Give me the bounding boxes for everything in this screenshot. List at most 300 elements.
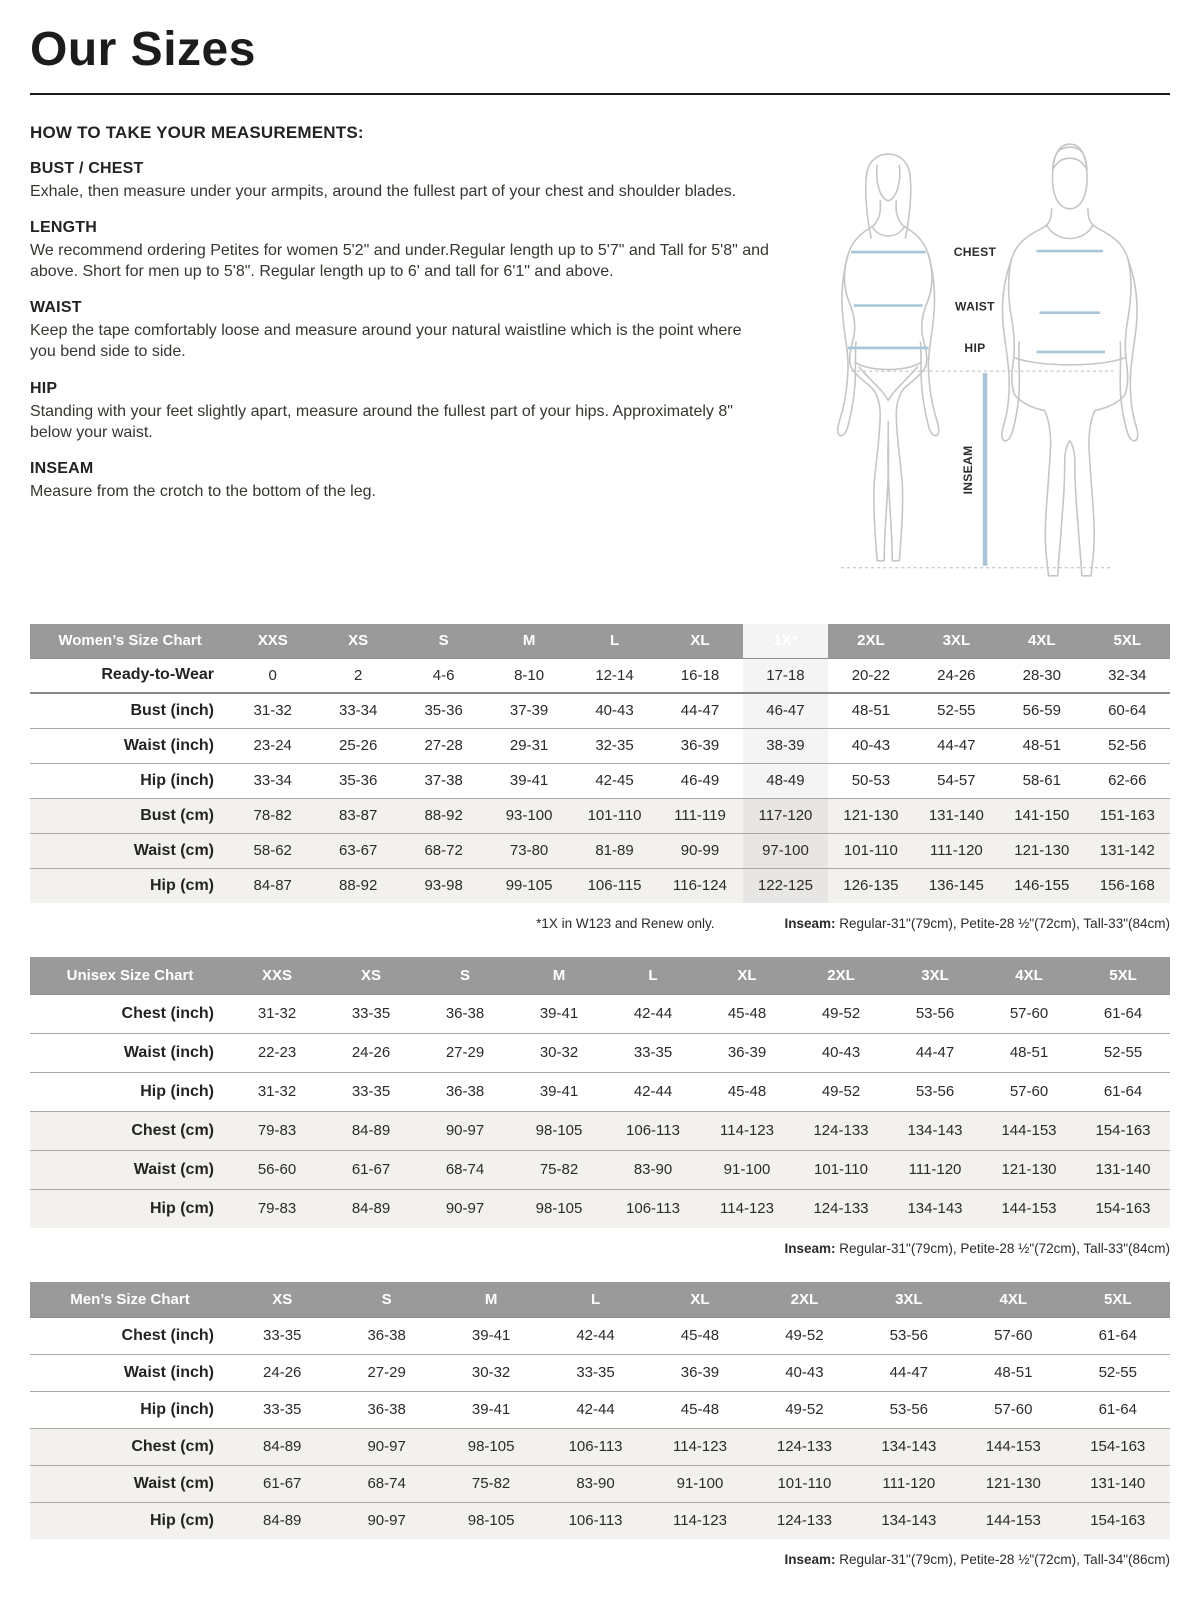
- size-cell: 79-83: [257, 1200, 297, 1218]
- size-cell: 40-43: [785, 1364, 824, 1381]
- table-header-row: [30, 957, 1170, 994]
- row-label: Hip (cm): [150, 876, 214, 894]
- size-cell: 56-59: [1022, 702, 1061, 720]
- male-figure: [1001, 144, 1137, 576]
- column-header-xs: XS: [230, 1282, 334, 1317]
- size-cell: 90-99: [680, 842, 720, 859]
- size-cell: 23-24: [253, 737, 292, 754]
- size-cell: 101-110: [587, 807, 642, 824]
- size-cell: 53-56: [889, 1327, 929, 1344]
- table-row: [30, 728, 1170, 763]
- unisex-inseam-footnote: [784, 1241, 1170, 1256]
- size-cell: 25-26: [338, 737, 378, 754]
- size-cell: 44-47: [937, 737, 976, 754]
- size-cell: 106-115: [587, 877, 642, 895]
- column-header-m: M: [512, 957, 606, 994]
- column-header-3xl: 3XL: [914, 624, 999, 658]
- size-cell: 61-64: [1098, 1401, 1137, 1418]
- size-cell: 40-43: [821, 1044, 861, 1061]
- title-divider: [30, 93, 1170, 95]
- size-cell: 36-39: [680, 737, 720, 754]
- size-cell: 4-6: [432, 666, 455, 684]
- size-cell: 49-52: [821, 1083, 861, 1100]
- table-row: [30, 763, 1170, 798]
- size-cell: 32-35: [595, 737, 634, 754]
- size-cell: 91-100: [723, 1161, 771, 1178]
- size-cell: 37-39: [509, 702, 549, 720]
- row-label: Waist (cm): [133, 1160, 214, 1178]
- row-label: Chest (cm): [131, 1437, 214, 1455]
- size-cell: 90-97: [367, 1438, 406, 1455]
- size-cell: 46-47: [743, 693, 828, 728]
- inseam-footnote-label: Inseam:: [784, 916, 836, 931]
- size-cell: 88-92: [338, 877, 378, 895]
- size-cell: 154-163: [1095, 1122, 1151, 1139]
- unisex-table-footnotes: [30, 1241, 1170, 1256]
- size-cell: 39-41: [471, 1327, 511, 1344]
- size-cell: 144-153: [985, 1438, 1041, 1455]
- size-cell: 73-80: [509, 842, 549, 859]
- table-header-row: [30, 1282, 1170, 1317]
- size-cell: 134-143: [907, 1122, 963, 1139]
- column-header-l: L: [606, 957, 700, 994]
- table-row: [30, 1428, 1170, 1465]
- table-row: [30, 1111, 1170, 1150]
- section-title-waist: WAIST: [30, 299, 82, 317]
- size-cell: 52-55: [1103, 1044, 1143, 1061]
- size-cell: 27-29: [445, 1044, 485, 1061]
- size-cell: 121-130: [843, 807, 899, 824]
- mens-inseam-footnote: [784, 1552, 1170, 1567]
- size-cell: 156-168: [1099, 877, 1155, 895]
- row-label: Waist (inch): [123, 736, 214, 754]
- size-cell: 27-28: [424, 737, 463, 754]
- size-cell: 36-38: [445, 1083, 485, 1100]
- column-header-2xl: 2XL: [794, 957, 888, 994]
- size-cell: 121-130: [1014, 842, 1070, 859]
- table-row: [30, 798, 1170, 833]
- inseam-footnote-label: Inseam:: [784, 1552, 836, 1567]
- size-cell: 134-143: [881, 1512, 937, 1530]
- size-cell: 114-123: [720, 1122, 774, 1139]
- size-cell: 124-133: [776, 1512, 832, 1530]
- column-header-s: S: [401, 624, 486, 658]
- table-row: [30, 833, 1170, 868]
- size-cell: 58-61: [1022, 772, 1061, 789]
- size-cell: 78-82: [253, 807, 292, 824]
- column-header-l: L: [572, 624, 657, 658]
- table-row: [30, 1033, 1170, 1072]
- size-cell: 98-105: [535, 1122, 583, 1139]
- size-cell: 48-51: [994, 1364, 1033, 1381]
- unisex-size-chart-table: [30, 957, 1170, 1228]
- size-cell: 90-97: [445, 1200, 485, 1218]
- column-header-xs: XS: [315, 624, 400, 658]
- size-cell: 56-60: [257, 1161, 297, 1178]
- size-cell: 33-35: [633, 1044, 673, 1061]
- size-cell: 75-82: [539, 1161, 579, 1178]
- size-cell: 116-124: [673, 877, 727, 895]
- size-cell: 68-72: [424, 842, 463, 859]
- size-cell: 39-41: [539, 1083, 579, 1100]
- size-cell: 42-44: [633, 1083, 673, 1100]
- table-row: [30, 994, 1170, 1033]
- size-cell: 121-130: [985, 1475, 1041, 1492]
- row-label: Bust (cm): [140, 806, 214, 824]
- size-cell: 61-67: [351, 1161, 391, 1178]
- size-cell: 33-35: [263, 1401, 302, 1418]
- inseam-footnote-text: Regular-31"(79cm), Petite-28 ½"(72cm), Tall-34"(86cm): [835, 1552, 1170, 1567]
- size-cell: 42-44: [576, 1327, 615, 1344]
- womens-table-footnotes: [30, 916, 1170, 931]
- row-label: Waist (cm): [133, 1474, 214, 1492]
- size-cell: 54-57: [937, 772, 976, 789]
- size-cell: 33-34: [338, 702, 378, 720]
- size-cell: 114-123: [673, 1438, 727, 1455]
- size-cell: 83-87: [338, 807, 378, 824]
- size-cell: 29-31: [509, 737, 549, 754]
- size-cell: 31-32: [257, 1083, 297, 1100]
- size-cell: 114-123: [673, 1512, 727, 1530]
- womens-1x-footnote: *1X in W123 and Renew only.: [536, 916, 715, 931]
- size-cell: 52-55: [937, 702, 976, 720]
- column-header-3xl: 3XL: [857, 1282, 961, 1317]
- size-cell: 49-52: [785, 1401, 824, 1418]
- size-cell: 28-30: [1022, 666, 1061, 684]
- size-cell: 30-32: [539, 1044, 579, 1061]
- size-cell: 106-113: [626, 1200, 680, 1218]
- size-cell: 8-10: [514, 666, 545, 684]
- size-cell: 90-97: [367, 1512, 406, 1530]
- size-cell: 36-38: [367, 1327, 406, 1344]
- size-cell: 49-52: [821, 1005, 861, 1022]
- size-cell: 111-120: [882, 1475, 936, 1492]
- column-header-xs: XS: [324, 957, 418, 994]
- mens-size-chart-table: [30, 1282, 1170, 1539]
- size-cell: 141-150: [1014, 807, 1070, 824]
- inseam-label: INSEAM: [960, 445, 975, 495]
- column-header-xxs: XXS: [230, 957, 324, 994]
- table-row: [30, 1317, 1170, 1354]
- size-cell: 81-89: [595, 842, 634, 859]
- table-row: [30, 1072, 1170, 1111]
- instructions-column: [30, 117, 771, 598]
- size-cell: 154-163: [1090, 1438, 1146, 1455]
- column-header-4xl: 4XL: [982, 957, 1076, 994]
- size-cell: 88-92: [424, 807, 463, 824]
- size-cell: 36-38: [367, 1401, 406, 1418]
- size-cell: 27-29: [367, 1364, 406, 1381]
- size-cell: 151-163: [1099, 807, 1155, 824]
- size-cell: 134-143: [907, 1200, 963, 1218]
- size-cell: 61-64: [1103, 1005, 1143, 1022]
- size-cell: 36-39: [680, 1364, 720, 1381]
- size-cell: 101-110: [777, 1475, 832, 1492]
- size-cell: 36-38: [445, 1005, 485, 1022]
- size-cell: 24-26: [937, 666, 976, 684]
- womens-size-chart-table: [30, 624, 1170, 903]
- section-title-bust-chest: BUST / CHEST: [30, 160, 144, 177]
- size-cell: 58-62: [253, 842, 292, 859]
- size-cell: 98-105: [467, 1512, 515, 1530]
- size-cell: 57-60: [1009, 1083, 1049, 1100]
- size-cell: 75-82: [471, 1475, 511, 1492]
- size-cell: 53-56: [889, 1401, 929, 1418]
- size-cell: 84-89: [351, 1200, 391, 1218]
- column-header-s: S: [418, 957, 512, 994]
- row-label: Waist (inch): [123, 1043, 214, 1061]
- size-cell: 136-145: [928, 877, 984, 895]
- size-cell: 68-74: [367, 1475, 406, 1492]
- size-cell: 144-153: [1001, 1200, 1057, 1218]
- size-cell: 40-43: [595, 702, 634, 720]
- size-cell: 30-32: [471, 1364, 511, 1381]
- column-header-xxs: XXS: [230, 624, 315, 658]
- size-cell: 144-153: [1001, 1122, 1057, 1139]
- size-cell: 60-64: [1108, 702, 1147, 720]
- row-label: Chest (inch): [121, 1004, 214, 1022]
- table-row: [30, 1150, 1170, 1189]
- size-cell: 124-133: [776, 1438, 832, 1455]
- size-cell: 111-120: [908, 1161, 962, 1178]
- size-cell: 131-140: [928, 807, 984, 824]
- size-cell: 117-120: [743, 798, 828, 833]
- size-cell: 45-48: [680, 1327, 720, 1344]
- size-cell: 46-49: [680, 772, 720, 789]
- size-cell: 49-52: [785, 1327, 824, 1344]
- size-cell: 39-41: [471, 1401, 511, 1418]
- size-cell: 45-48: [727, 1083, 767, 1100]
- size-cell: 84-89: [263, 1512, 302, 1530]
- size-cell: 31-32: [257, 1005, 297, 1022]
- table-row: [30, 1502, 1170, 1539]
- column-header-5xl: 5XL: [1076, 957, 1170, 994]
- size-cell: 32-34: [1108, 666, 1147, 684]
- row-label: Hip (inch): [140, 1082, 214, 1100]
- size-cell: 38-39: [743, 728, 828, 763]
- table-title: Women’s Size Chart: [30, 624, 230, 658]
- size-cell: 44-47: [915, 1044, 955, 1061]
- size-cell: 93-100: [505, 807, 553, 824]
- column-header-xl: XL: [657, 624, 742, 658]
- chest-label: CHEST: [953, 245, 996, 260]
- section-body-inseam: Measure from the crotch to the bottom of the leg.: [30, 482, 376, 500]
- size-cell: 0: [268, 666, 277, 684]
- size-cell: 61-67: [263, 1475, 302, 1492]
- table-title: Men’s Size Chart: [30, 1282, 230, 1317]
- row-label: Chest (cm): [131, 1121, 214, 1139]
- size-cell: 42-44: [576, 1401, 615, 1418]
- waist-label: WAIST: [954, 299, 995, 314]
- size-cell: 126-135: [843, 877, 899, 895]
- section-body-bust-chest: Exhale, then measure under your armpits, around the fullest part of your chest and shoulder blades.: [30, 183, 737, 200]
- figures-illustration: [789, 119, 1169, 593]
- measurement-diagram: [789, 117, 1170, 598]
- row-label: Ready-to-Wear: [101, 666, 214, 684]
- size-cell: 83-90: [576, 1475, 615, 1492]
- size-cell: 53-56: [915, 1083, 955, 1100]
- size-cell: 121-130: [1001, 1161, 1057, 1178]
- size-cell: 98-105: [467, 1438, 515, 1455]
- size-cell: 24-26: [263, 1364, 302, 1381]
- size-cell: 101-110: [843, 842, 898, 859]
- inseam-footnote-text: Regular-31"(79cm), Petite-28 ½"(72cm), Tall-33"(84cm): [835, 1241, 1170, 1256]
- table-row: [30, 1465, 1170, 1502]
- size-cell: 57-60: [994, 1401, 1033, 1418]
- table-header-row: [30, 624, 1170, 658]
- female-figure: [837, 154, 938, 561]
- table-row: [30, 1354, 1170, 1391]
- size-cell: 39-41: [509, 772, 549, 789]
- size-cell: 131-140: [1090, 1475, 1146, 1492]
- row-label: Chest (inch): [121, 1326, 214, 1344]
- size-cell: 2: [354, 666, 363, 684]
- size-cell: 45-48: [727, 1005, 767, 1022]
- size-cell: 31-32: [253, 702, 292, 720]
- size-cell: 35-36: [338, 772, 378, 789]
- row-label: Hip (cm): [150, 1511, 214, 1529]
- size-cell: 124-133: [813, 1122, 869, 1139]
- table-row: [30, 868, 1170, 903]
- column-header-2xl: 2XL: [828, 624, 913, 658]
- page-title: Our Sizes: [30, 23, 256, 76]
- size-cell: 106-113: [626, 1122, 680, 1139]
- size-cell: 35-36: [424, 702, 463, 720]
- row-label: Hip (cm): [150, 1199, 214, 1217]
- size-cell: 114-123: [720, 1200, 774, 1218]
- size-cell: 144-153: [985, 1512, 1041, 1530]
- size-cell: 57-60: [1009, 1005, 1049, 1022]
- womens-inseam-footnote: [784, 916, 1170, 931]
- size-cell: 48-51: [851, 702, 891, 720]
- size-cell: 154-163: [1095, 1200, 1151, 1218]
- size-cell: 44-47: [680, 702, 720, 720]
- size-cell: 146-155: [1014, 877, 1070, 895]
- row-label: Hip (inch): [140, 771, 214, 789]
- size-cell: 42-45: [595, 772, 634, 789]
- size-cell: 33-35: [351, 1005, 391, 1022]
- inseam-footnote-text: Regular-31"(79cm), Petite-28 ½"(72cm), Tall-33"(84cm): [835, 916, 1170, 931]
- section-title-hip: HIP: [30, 379, 58, 397]
- row-label: Bust (inch): [130, 701, 214, 719]
- section-title-length: LENGTH: [30, 219, 97, 237]
- size-cell: 98-105: [535, 1200, 583, 1218]
- size-cell: 131-142: [1099, 842, 1155, 859]
- size-cell: 63-67: [338, 842, 378, 859]
- hip-label: HIP: [964, 340, 986, 355]
- size-cell: 40-43: [851, 737, 891, 754]
- size-cell: 53-56: [915, 1005, 955, 1022]
- size-cell: 24-26: [351, 1044, 391, 1061]
- size-cell: 62-66: [1108, 772, 1147, 789]
- column-header-xl: XL: [700, 957, 794, 994]
- column-header-2xl: 2XL: [752, 1282, 856, 1317]
- size-cell: 33-34: [253, 772, 292, 789]
- section-body-waist: Keep the tape comfortably loose and measure around your natural waistline which is the point where you bend side to side.: [30, 322, 742, 361]
- column-header-4xl: 4XL: [999, 624, 1084, 658]
- size-cell: 61-64: [1103, 1083, 1143, 1100]
- row-label: Hip (inch): [140, 1400, 214, 1418]
- size-cell: 42-44: [633, 1005, 673, 1022]
- size-cell: 48-51: [1009, 1044, 1049, 1061]
- column-header-m: M: [486, 624, 571, 658]
- mens-table-footnotes: [30, 1552, 1170, 1567]
- column-header-xl: XL: [648, 1282, 752, 1317]
- column-header-5xl: 5XL: [1066, 1282, 1171, 1317]
- size-cell: 79-83: [257, 1122, 297, 1139]
- column-header-s: S: [334, 1282, 438, 1317]
- size-cell: 111-120: [929, 842, 983, 859]
- size-cell: 39-41: [539, 1005, 579, 1022]
- size-cell: 52-56: [1108, 737, 1147, 754]
- size-cell: 12-14: [595, 666, 634, 684]
- size-cell: 134-143: [881, 1438, 937, 1455]
- size-cell: 84-89: [351, 1122, 391, 1139]
- size-cell: 44-47: [889, 1364, 929, 1381]
- section-body-length: We recommend ordering Petites for women 5'2" and under.Regular length up to 5'7" and Tall for 5'8" and above. Short for men up to 5'8". Regular length up to 6' and tall for 6'1" and above.: [30, 242, 769, 281]
- size-cell: 90-97: [445, 1122, 485, 1139]
- table-title: Unisex Size Chart: [30, 957, 230, 994]
- size-cell: 106-113: [568, 1512, 623, 1530]
- size-cell: 37-38: [424, 772, 463, 789]
- size-cell: 52-55: [1098, 1364, 1137, 1381]
- size-cell: 97-100: [743, 833, 828, 868]
- table-row: [30, 658, 1170, 693]
- row-label: Waist (cm): [133, 841, 214, 859]
- size-cell: 93-98: [424, 877, 463, 895]
- size-cell: 16-18: [680, 666, 720, 684]
- instructions-heading: HOW TO TAKE YOUR MEASUREMENTS:: [30, 123, 364, 142]
- size-cell: 36-39: [727, 1044, 767, 1061]
- size-cell: 68-74: [445, 1161, 485, 1178]
- size-cell: 48-49: [743, 763, 828, 798]
- size-cell: 20-22: [851, 666, 891, 684]
- size-cell: 131-140: [1095, 1161, 1151, 1178]
- column-header-5xl: 5XL: [1085, 624, 1170, 658]
- size-cell: 154-163: [1090, 1512, 1146, 1530]
- size-cell: 48-51: [1022, 737, 1061, 754]
- table-row: [30, 693, 1170, 728]
- size-cell: 99-105: [505, 877, 553, 895]
- column-header-m: M: [439, 1282, 543, 1317]
- section-title-inseam: INSEAM: [30, 459, 94, 477]
- size-cell: 61-64: [1098, 1327, 1137, 1344]
- column-header-1x: 1X*: [743, 624, 828, 658]
- size-cell: 33-35: [263, 1327, 302, 1344]
- size-cell: 83-90: [633, 1161, 673, 1178]
- size-cell: 84-89: [263, 1438, 302, 1455]
- size-cell: 84-87: [253, 877, 292, 895]
- size-cell: 50-53: [851, 772, 891, 789]
- column-header-3xl: 3XL: [888, 957, 982, 994]
- section-body-hip: Standing with your feet slightly apart, measure around the fullest part of your hips. Approximately 8" below your waist.: [30, 402, 733, 441]
- size-cell: 91-100: [676, 1475, 724, 1492]
- column-header-4xl: 4XL: [961, 1282, 1065, 1317]
- size-cell: 22-23: [257, 1044, 297, 1061]
- size-cell: 45-48: [680, 1401, 720, 1418]
- table-row: [30, 1189, 1170, 1228]
- size-cell: 122-125: [743, 868, 828, 903]
- inseam-footnote-label: Inseam:: [784, 1241, 836, 1256]
- size-cell: 17-18: [743, 658, 828, 693]
- size-cell: 106-113: [568, 1438, 623, 1455]
- size-cell: 33-35: [576, 1364, 615, 1381]
- size-cell: 57-60: [994, 1327, 1033, 1344]
- table-row: [30, 1391, 1170, 1428]
- measurement-guide: [30, 117, 1170, 598]
- size-cell: 124-133: [813, 1200, 869, 1218]
- size-cell: 101-110: [814, 1161, 868, 1178]
